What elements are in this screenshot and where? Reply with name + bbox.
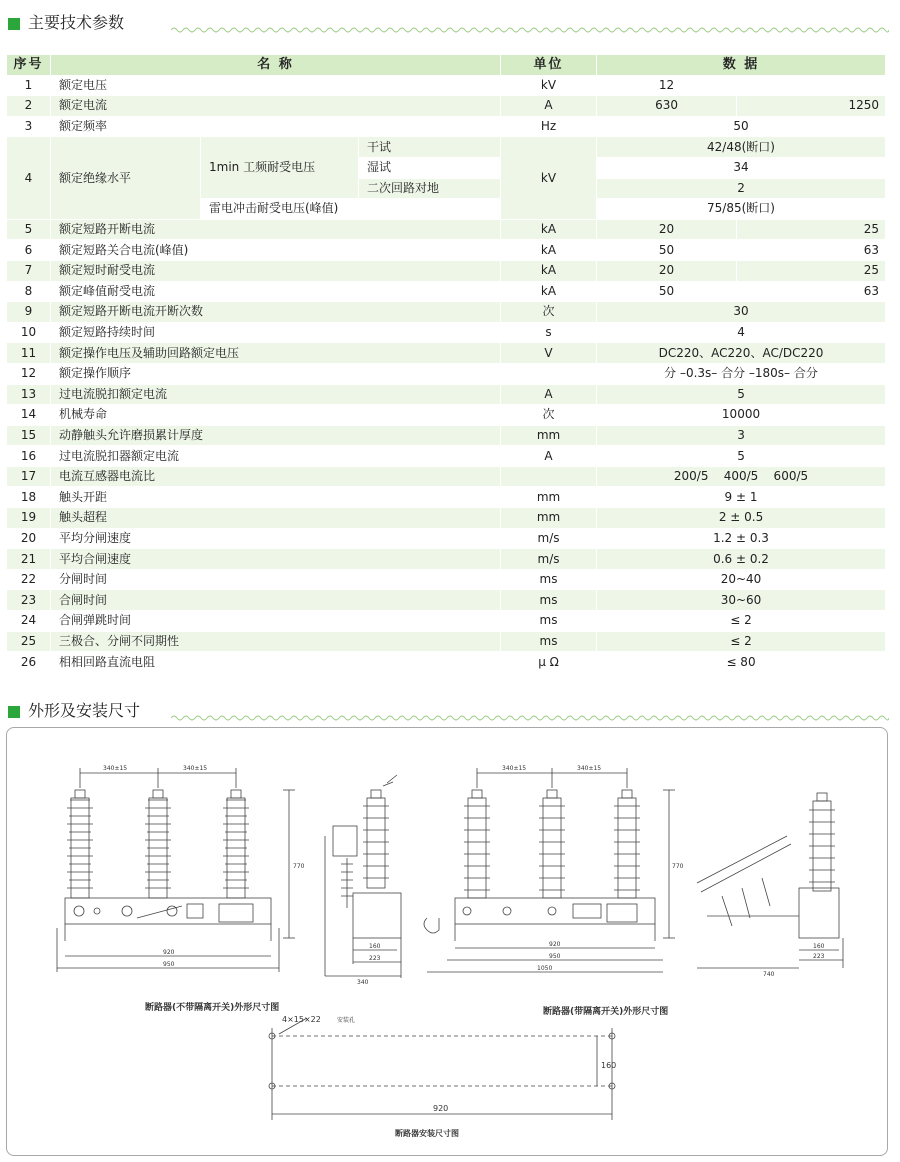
row-name: 分闸时间 <box>51 569 501 590</box>
row-no: 1 <box>7 75 51 96</box>
caption-with-isolator: 断路器(带隔离开关)外形尺寸图 <box>543 1007 669 1017</box>
row-value: 4 <box>597 322 886 343</box>
spec-table <box>6 54 886 673</box>
insulator <box>464 790 490 898</box>
row-value-1: 50 <box>597 240 737 261</box>
row-value-1: 20 <box>597 260 737 281</box>
header-no: 序号 <box>7 55 51 76</box>
dims-section-title: 外形及安装尺寸 <box>28 701 141 720</box>
header-data: 数 据 <box>597 55 886 76</box>
row-value: 1.2 ± 0.3 <box>597 528 886 549</box>
row-no: 22 <box>7 569 51 590</box>
row-value-1: 630 <box>597 96 737 117</box>
row-unit: ms <box>501 611 597 632</box>
row-unit: A <box>501 384 597 405</box>
row-unit: kV <box>501 75 597 96</box>
row-no: 20 <box>7 528 51 549</box>
row-name: 额定操作顺序 <box>51 363 501 384</box>
specs-section-title: 主要技术参数 <box>28 13 125 32</box>
dim-label: 4×15×22 <box>282 1015 321 1024</box>
row-value: 5 <box>597 446 886 467</box>
row-no: 9 <box>7 302 51 323</box>
table-row <box>7 508 886 529</box>
table-row <box>7 384 886 405</box>
row-name: 平均分闸速度 <box>51 528 501 549</box>
row-value: 10000 <box>597 405 886 426</box>
row-value: 20~40 <box>597 569 886 590</box>
row-name: 额定短路开断电流开断次数 <box>51 302 501 323</box>
row-name: 过电流脱扣额定电流 <box>51 384 501 405</box>
row-value: 50 <box>597 116 886 137</box>
row-no: 21 <box>7 549 51 570</box>
row-no: 4 <box>7 137 51 219</box>
dim-label: 223 <box>369 955 381 962</box>
row-unit: m/s <box>501 528 597 549</box>
row-no: 14 <box>7 405 51 426</box>
row-value-2: 25 <box>737 219 886 240</box>
row-value: DC220、AC220、AC/DC220 <box>597 343 886 364</box>
dim-label: 160 <box>369 943 381 950</box>
row-value: 分 –0.3s– 合分 –180s– 合分 <box>597 363 886 384</box>
table-row <box>7 487 886 508</box>
row-unit <box>501 363 597 384</box>
row-name: 合闸弹跳时间 <box>51 611 501 632</box>
row-subname-secondary: 二次回路对地 <box>359 178 501 199</box>
table-row <box>7 75 886 96</box>
table-row <box>7 302 886 323</box>
row-name: 额定操作电压及辅助回路额定电压 <box>51 343 501 364</box>
row-unit: A <box>501 96 597 117</box>
row-value-lightning: 75/85(断口) <box>597 199 886 220</box>
dim-label: 950 <box>163 961 175 968</box>
row-no: 5 <box>7 219 51 240</box>
row-name: 动静触头允许磨损累计厚度 <box>51 425 501 446</box>
table-row <box>7 466 886 487</box>
row-unit: mm <box>501 487 597 508</box>
row-no: 23 <box>7 590 51 611</box>
row-unit: 次 <box>501 302 597 323</box>
row-subname-lightning: 雷电冲击耐受电压(峰值) <box>201 199 501 220</box>
dim-label: 770 <box>672 863 684 870</box>
table-row <box>7 425 886 446</box>
row-name: 合闸时间 <box>51 590 501 611</box>
table-row <box>7 652 886 673</box>
row-no: 7 <box>7 260 51 281</box>
row-name: 额定峰值耐受电流 <box>51 281 501 302</box>
row-value: 9 ± 1 <box>597 487 886 508</box>
row-no: 25 <box>7 631 51 652</box>
row-value: 200/5 400/5 600/5 <box>597 466 886 487</box>
row-value-1: 20 <box>597 219 737 240</box>
row-name: 额定短路持续时间 <box>51 322 501 343</box>
dims-section-header <box>6 700 886 724</box>
row-value: ≤ 2 <box>597 631 886 652</box>
table-row <box>7 549 886 570</box>
dim-label: 340±15 <box>183 765 208 772</box>
row-no: 17 <box>7 466 51 487</box>
row-value-2: 1250 <box>737 96 886 117</box>
dim-label: 160 <box>813 943 825 950</box>
row-unit: mm <box>501 508 597 529</box>
dim-label: 160 <box>601 1061 617 1070</box>
row-subname-dry: 干试 <box>359 137 501 158</box>
row-name: 额定短路开断电流 <box>51 219 501 240</box>
dim-label: 740 <box>763 971 775 978</box>
row-unit: kA <box>501 260 597 281</box>
row-name: 额定频率 <box>51 116 501 137</box>
row-unit: A <box>501 446 597 467</box>
insulator <box>145 790 171 898</box>
table-row <box>7 116 886 137</box>
row-no: 13 <box>7 384 51 405</box>
row-unit: ms <box>501 590 597 611</box>
table-row <box>7 446 886 467</box>
caption-no-isolator: 断路器(不带隔离开关)外形尺寸图 <box>145 1003 280 1013</box>
row-unit: m/s <box>501 549 597 570</box>
row-unit: μ Ω <box>501 652 597 673</box>
dim-label: 340±15 <box>502 765 527 772</box>
specs-section-header <box>6 12 886 36</box>
row-value-1: 50 <box>597 281 737 302</box>
row-no: 15 <box>7 425 51 446</box>
row-value-2 <box>737 75 886 96</box>
dim-label: 340 <box>357 979 369 986</box>
row-value: 3 <box>597 425 886 446</box>
table-row <box>7 219 886 240</box>
table-row <box>7 631 886 652</box>
dim-label: 950 <box>549 953 561 960</box>
row-name: 过电流脱扣器额定电流 <box>51 446 501 467</box>
table-row <box>7 569 886 590</box>
dimension-drawings <box>7 728 887 1155</box>
wavy-divider <box>171 714 889 722</box>
row-name: 平均合闸速度 <box>51 549 501 570</box>
header-unit: 单位 <box>501 55 597 76</box>
row-name: 触头开距 <box>51 487 501 508</box>
insulator <box>67 790 93 898</box>
row-unit: Hz <box>501 116 597 137</box>
row-no: 8 <box>7 281 51 302</box>
row-unit: mm <box>501 425 597 446</box>
row-value-secondary: 2 <box>597 178 886 199</box>
row-unit: V <box>501 343 597 364</box>
wavy-divider <box>171 26 889 34</box>
table-row <box>7 281 886 302</box>
dim-label: 920 <box>433 1104 449 1113</box>
dim-label: 340±15 <box>103 765 128 772</box>
row-unit: ms <box>501 631 597 652</box>
row-value: 2 ± 0.5 <box>597 508 886 529</box>
row-subname-power-frequency: 1min 工频耐受电压 <box>201 137 359 199</box>
row-value: ≤ 2 <box>597 611 886 632</box>
row-value-2: 63 <box>737 240 886 261</box>
table-header-row <box>7 55 886 76</box>
row-value-2: 25 <box>737 260 886 281</box>
row-no: 2 <box>7 96 51 117</box>
row-value-dry: 42/48(断口) <box>597 137 886 158</box>
breaker-side-view-1 <box>325 775 401 978</box>
dim-label: 340±15 <box>577 765 602 772</box>
mounting-plan <box>272 1036 612 1086</box>
row-unit: kA <box>501 281 597 302</box>
row-value: 0.6 ± 0.2 <box>597 549 886 570</box>
row-no: 18 <box>7 487 51 508</box>
row-no: 24 <box>7 611 51 632</box>
insulator <box>614 790 640 898</box>
row-unit: kA <box>501 219 597 240</box>
table-row <box>7 405 886 426</box>
row-value: 30~60 <box>597 590 886 611</box>
row-no: 3 <box>7 116 51 137</box>
dim-label: 920 <box>549 941 561 948</box>
row-value: 5 <box>597 384 886 405</box>
row-name: 额定绝缘水平 <box>51 137 201 219</box>
header-name: 名 称 <box>51 55 501 76</box>
row-name: 触头超程 <box>51 508 501 529</box>
table-row <box>7 590 886 611</box>
row-name: 三极合、分闸不同期性 <box>51 631 501 652</box>
row-name: 相相回路直流电阻 <box>51 652 501 673</box>
row-name: 额定短路关合电流(峰值) <box>51 240 501 261</box>
insulator <box>539 790 565 898</box>
caption-mounting: 断路器安装尺寸图 <box>395 1129 459 1138</box>
dim-label: 223 <box>813 953 825 960</box>
row-unit <box>501 466 597 487</box>
dim-label: 1050 <box>537 965 553 972</box>
green-square-icon <box>8 18 20 30</box>
row-value-2: 63 <box>737 281 886 302</box>
row-no: 11 <box>7 343 51 364</box>
table-row <box>7 137 886 158</box>
table-row <box>7 611 886 632</box>
breaker-front-view-1 <box>57 768 295 972</box>
row-unit: ms <box>501 569 597 590</box>
row-no: 26 <box>7 652 51 673</box>
row-no: 10 <box>7 322 51 343</box>
row-unit: kA <box>501 240 597 261</box>
insulator <box>223 790 249 898</box>
row-unit: 次 <box>501 405 597 426</box>
row-unit: s <box>501 322 597 343</box>
row-no: 6 <box>7 240 51 261</box>
table-row <box>7 343 886 364</box>
row-name: 额定电流 <box>51 96 501 117</box>
row-subname-wet: 湿试 <box>359 157 501 178</box>
row-name: 额定短时耐受电流 <box>51 260 501 281</box>
row-value: 30 <box>597 302 886 323</box>
row-value: ≤ 80 <box>597 652 886 673</box>
row-value-wet: 34 <box>597 157 886 178</box>
dimension-drawings-panel <box>6 727 888 1156</box>
breaker-side-view-2 <box>697 793 843 968</box>
row-no: 16 <box>7 446 51 467</box>
dim-label: 安装孔 <box>337 1017 356 1024</box>
row-no: 12 <box>7 363 51 384</box>
table-row <box>7 96 886 117</box>
table-row <box>7 240 886 261</box>
row-no: 19 <box>7 508 51 529</box>
row-name: 机械寿命 <box>51 405 501 426</box>
green-square-icon <box>8 706 20 718</box>
row-name: 电流互感器电流比 <box>51 466 501 487</box>
dim-label: 770 <box>293 863 305 870</box>
table-row <box>7 363 886 384</box>
table-row <box>7 528 886 549</box>
table-row <box>7 322 886 343</box>
dim-label: 920 <box>163 949 175 956</box>
row-name: 额定电压 <box>51 75 501 96</box>
row-value-1: 12 <box>597 75 737 96</box>
row-unit: kV <box>501 137 597 219</box>
table-row <box>7 260 886 281</box>
